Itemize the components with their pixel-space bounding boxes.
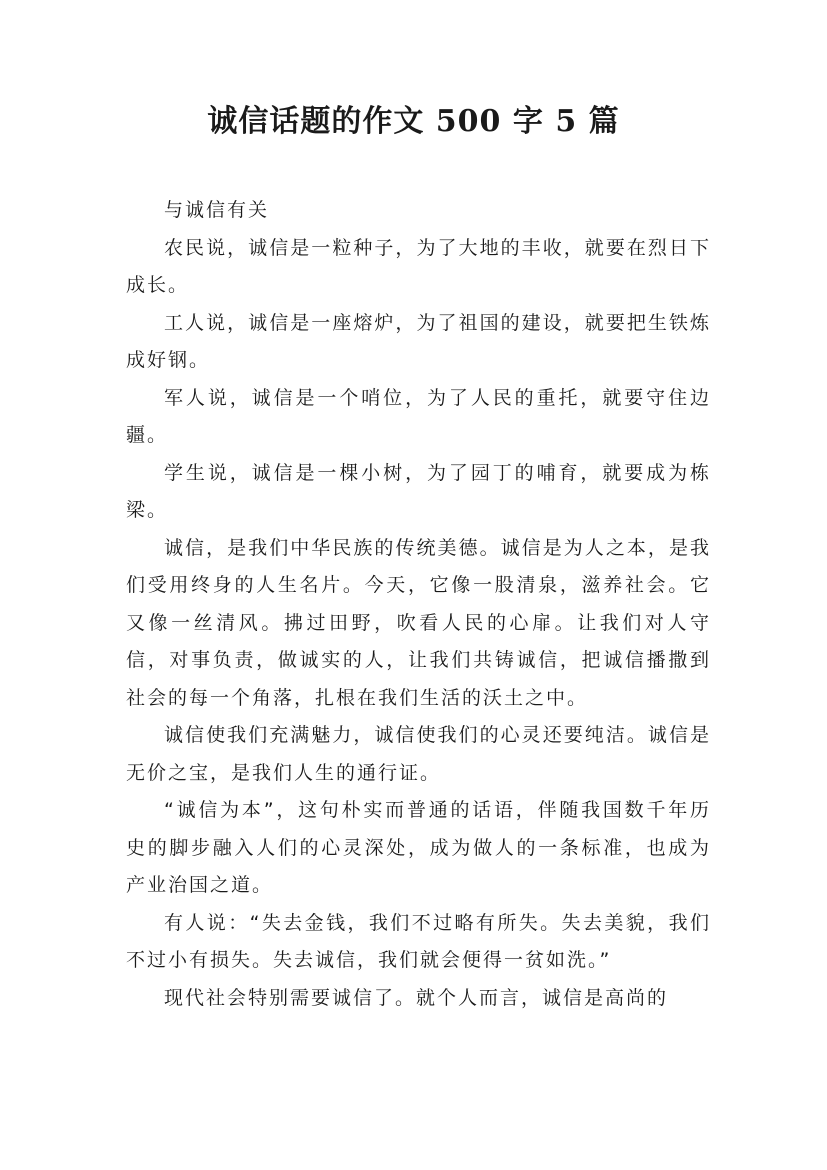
paragraph: 诚信，是我们中华民族的传统美德。诚信是为人之本，是我们受用终身的人生名片。今天，它像一股清泉，滋养社会。它又像一丝清风。拂过田野，吹看人民的心扉。让我们对人守信，对事负责，做诚实的人，让我们共铸诚信，把诚信播撒到社会的每一个角落，扎根在我们生活的沃土之中。 bbox=[126, 536, 711, 709]
paragraph: 军人说，诚信是一个哨位，为了人民的重托，就要守住边疆。 bbox=[126, 386, 711, 446]
paragraph: 与诚信有关 bbox=[164, 199, 270, 221]
paragraph: 农民说，诚信是一粒种子，为了大地的丰收，就要在烈日下成长。 bbox=[126, 236, 711, 296]
paragraph: 诚信使我们充满魅力，诚信使我们的心灵还要纯洁。诚信是无价之宝，是我们人生的通行证。 bbox=[126, 724, 711, 784]
document-title: 诚信话题的作文 500 字 5 篇 bbox=[207, 104, 620, 139]
paragraph: 有人说：“失去金钱，我们不过略有所失。失去美貌，我们不过小有损失。失去诚信，我们就会便得一贫如洗。” bbox=[126, 911, 711, 971]
paragraph: 现代社会特别需要诚信了。就个人而言，诚信是高尚的 bbox=[164, 986, 669, 1009]
paragraph: “诚信为本”，这句朴实而普通的话语，伴随我国数千年历史的脚步融入人们的心灵深处，成为做人的一条标准，也成为产业治国之道。 bbox=[126, 799, 711, 896]
document-body bbox=[126, 192, 711, 1017]
paragraph: 学生说，诚信是一棵小树，为了园丁的哺育，就要成为栋梁。 bbox=[126, 461, 711, 521]
paragraph: 工人说，诚信是一座熔炉，为了祖国的建设，就要把生铁炼成好钢。 bbox=[126, 311, 711, 371]
